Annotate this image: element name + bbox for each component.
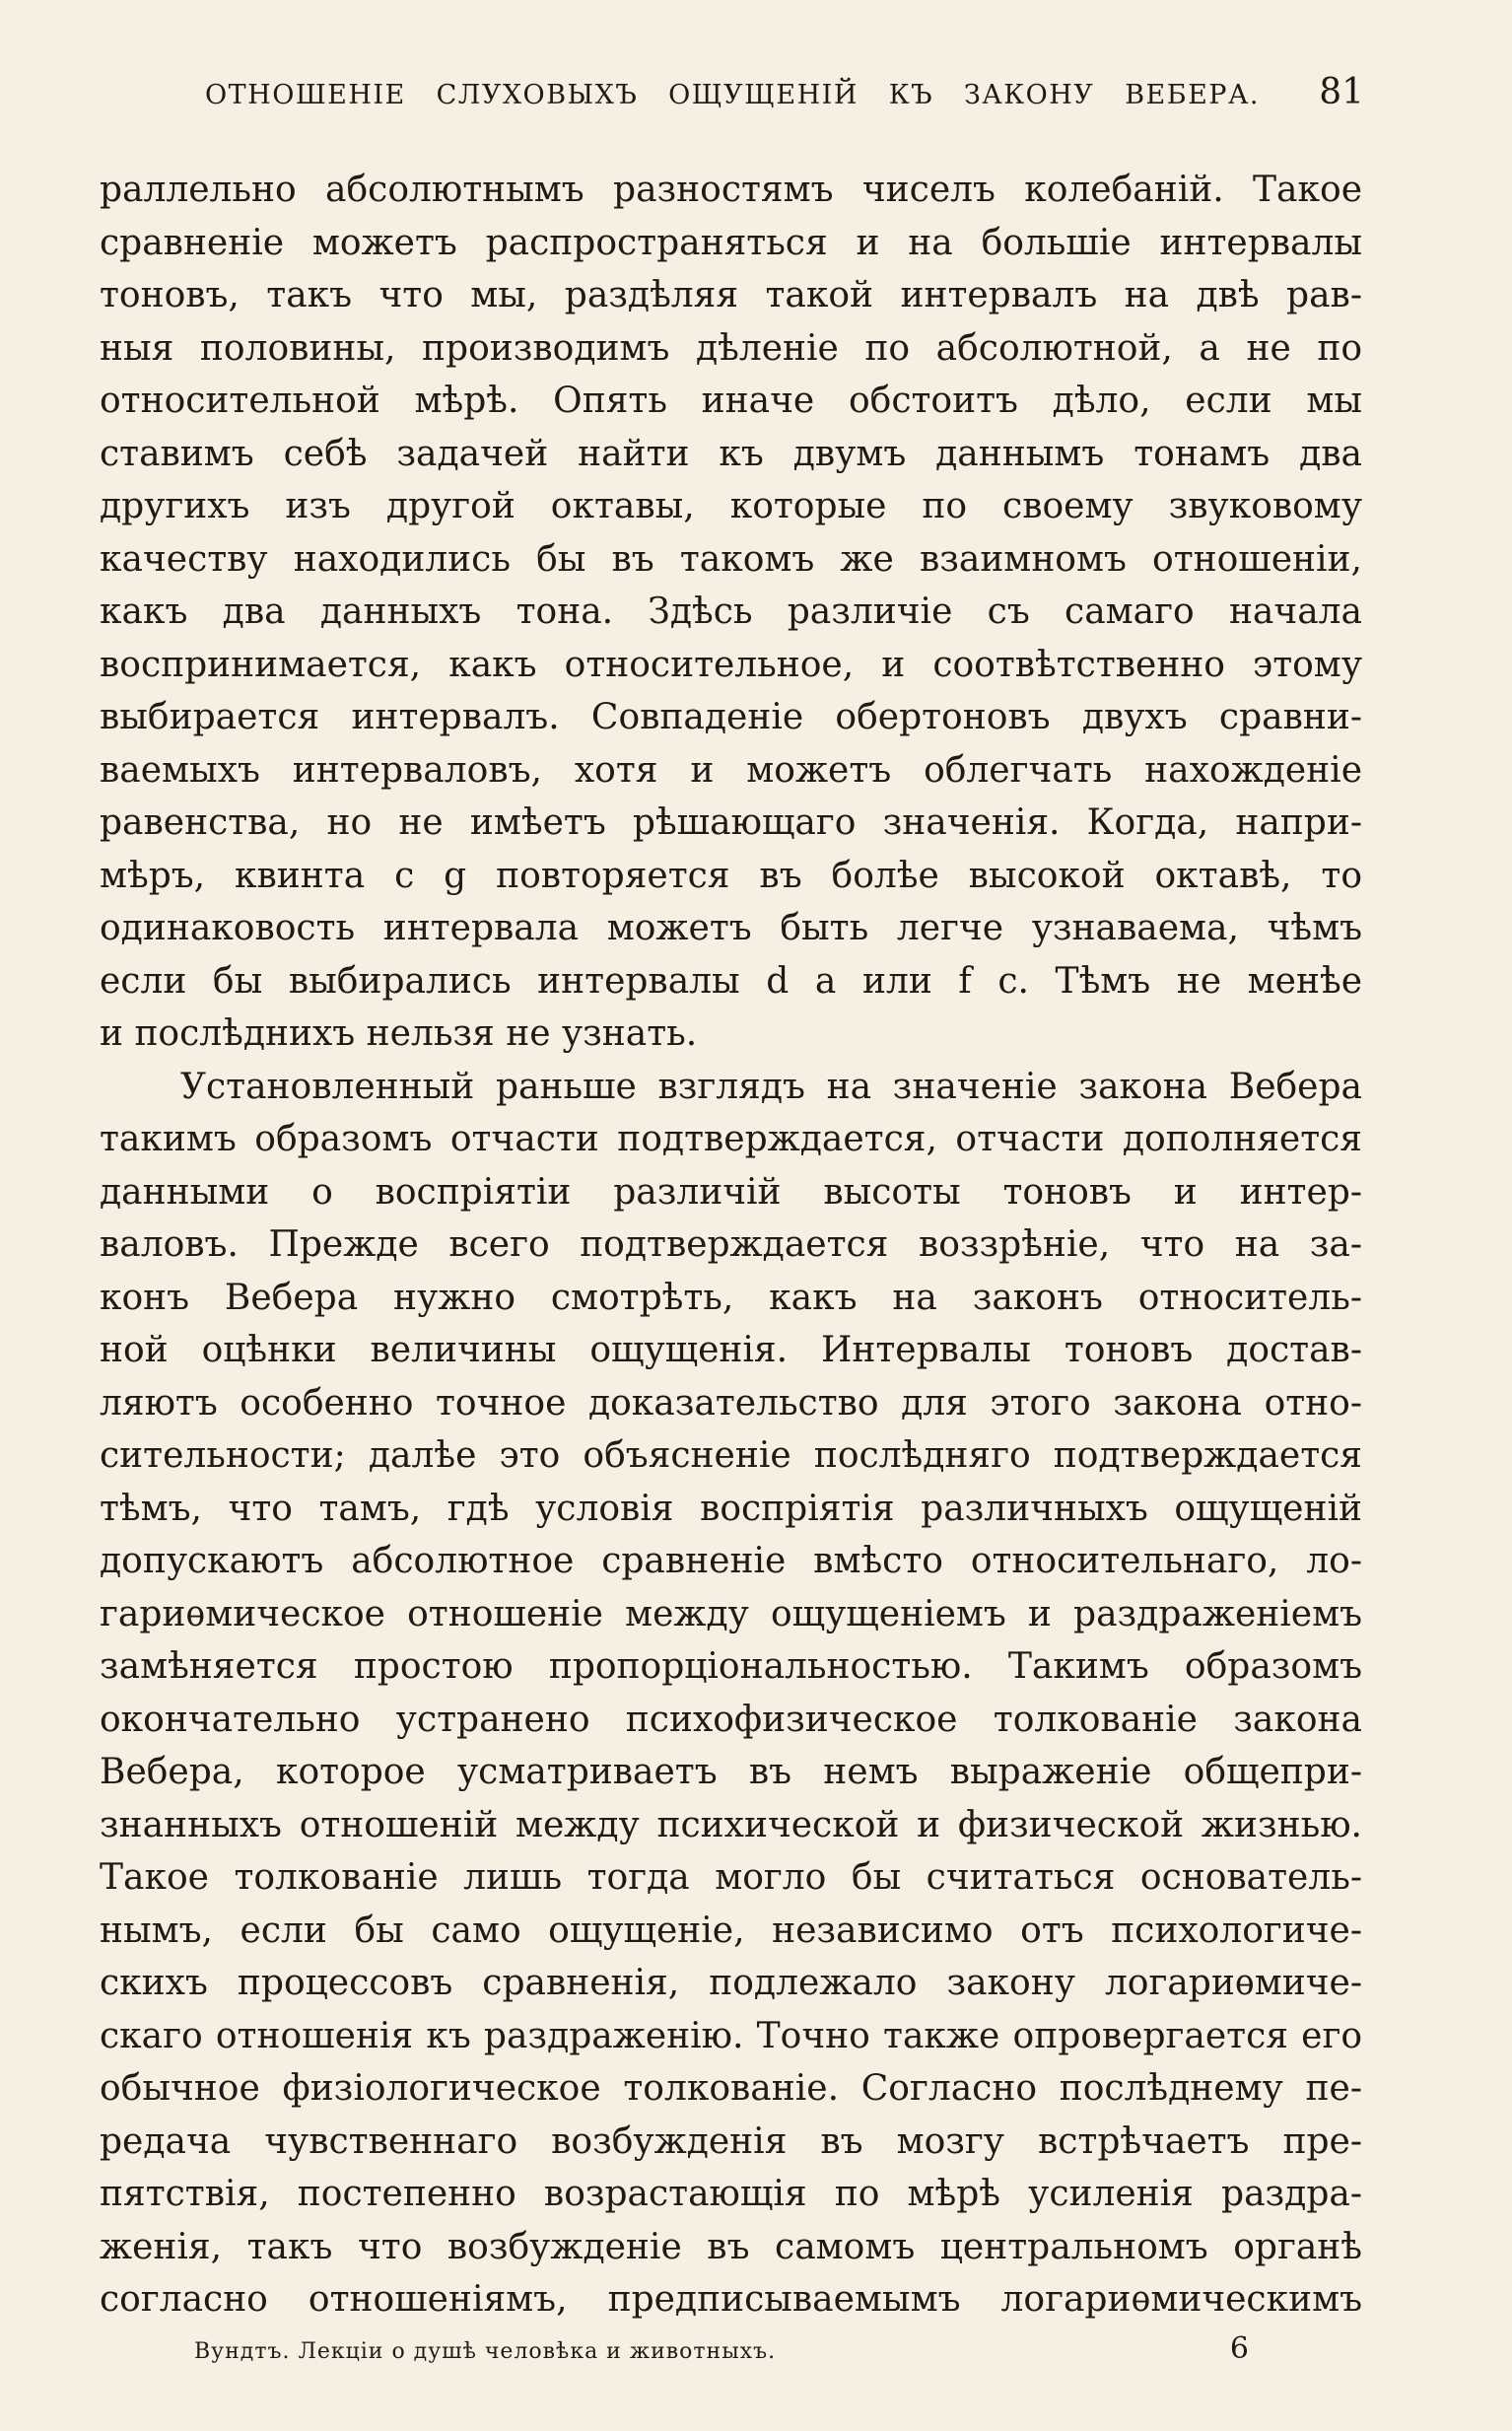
text-line: другихъ изъ другой октавы, которые по своему звуковому <box>100 486 1362 526</box>
text-line: конъ Вебера нужно смотрѣть, какъ на законъ относитель- <box>100 1277 1362 1318</box>
text-line: раллельно абсолютнымъ разностямъ чиселъ колебаній. Такое <box>100 170 1362 210</box>
text-line: одинаковость интервала можетъ быть легче узнаваема, чѣмъ <box>100 908 1362 948</box>
text-line: валовъ. Прежде всего подтверждается воззрѣніе, что на за- <box>100 1224 1362 1265</box>
text-line: ставимъ себѣ задачей найти къ двумъ даннымъ тонамъ два <box>100 433 1362 474</box>
text-line: обычное физіологическое толкованіе. Согласно послѣднему пе- <box>100 2068 1362 2109</box>
text-line: тѣмъ, что тамъ, гдѣ условія воспріятія различныхъ ощущеній <box>100 1488 1362 1529</box>
text-line: мѣръ, квинта c g повторяется въ болѣе высокой октавѣ, то <box>100 855 1362 896</box>
text-line: редача чувственнаго возбужденія въ мозгу встрѣчаетъ пре- <box>100 2120 1362 2162</box>
page-footer <box>194 2331 1249 2371</box>
text-line: Установленный раньше взглядъ на значеніе закона Вебера <box>180 1066 1362 1107</box>
paragraph-2 <box>100 1061 1362 2327</box>
text-line: какъ два данныхъ тона. Здѣсь различіе съ самаго начала <box>100 591 1362 632</box>
text-line: тоновъ, такъ что мы, раздѣляя такой интервалъ на двѣ рав- <box>100 275 1362 315</box>
text-line: воспринимается, какъ относительное, и соотвѣтственно этому <box>100 644 1362 685</box>
body-text <box>100 164 1362 2327</box>
text-line: и послѣднихъ нельзя не узнать. <box>100 1013 698 1054</box>
text-line: такимъ образомъ отчасти подтверждается, отчасти дополняется <box>100 1119 1362 1159</box>
page-number: 81 <box>1319 72 1364 112</box>
text-line: окончательно устранено психофизическое толкованіе закона <box>100 1699 1362 1740</box>
text-line: если бы выбирались интервалы d a или f c. Тѣмъ не менѣе <box>100 960 1362 1002</box>
text-line: замѣняется простою пропорціональностью. Такимъ образомъ <box>100 1646 1362 1687</box>
signature-mark: 6 <box>1229 2331 1249 2366</box>
text-line: знанныхъ отношеній между психической и физической жизнью. <box>100 1804 1362 1845</box>
text-line: пятствія, постепенно возрастающія по мѣрѣ усиленія раздра- <box>100 2174 1362 2214</box>
text-line: ной оцѣнки величины ощущенія. Интервалы тоновъ достав- <box>100 1330 1362 1370</box>
text-line: относительной мѣрѣ. Опять иначе обстоитъ дѣло, если мы <box>100 381 1362 421</box>
text-line: ныя половины, производимъ дѣленіе по абсолютной, а не по <box>100 327 1362 369</box>
text-line: нымъ, если бы само ощущеніе, независимо отъ психологиче- <box>100 1910 1362 1951</box>
text-line: ваемыхъ интерваловъ, хотя и можетъ облегчать нахожденіе <box>100 749 1362 791</box>
running-head <box>205 73 1364 120</box>
text-line: Вебера, которое усматриваетъ въ немъ выраженіе общепри- <box>100 1752 1362 1792</box>
text-line: скаго отношенія къ раздраженію. Точно также опровергается его <box>100 2015 1362 2056</box>
text-line: гариѳмическое отношеніе между ощущеніемъ и раздраженіемъ <box>100 1593 1362 1634</box>
paragraph-1 <box>100 164 1362 1061</box>
text-line: сравненіе можетъ распространяться и на большіе интервалы <box>100 222 1362 263</box>
text-line: равенства, но не имѣетъ рѣшающаго значенія. Когда, напри- <box>100 802 1362 843</box>
text-line: скихъ процессовъ сравненія, подлежало закону логариѳмиче- <box>100 1963 1362 2003</box>
text-line: данными о воспріятіи различій высоты тоновъ и интер- <box>100 1171 1362 1213</box>
text-line: женія, такъ что возбужденіе въ самомъ центральномъ органѣ <box>100 2226 1362 2267</box>
text-line: качеству находились бы въ такомъ же взаимномъ отношеніи, <box>100 538 1362 580</box>
text-line: выбирается интервалъ. Совпаденіе обертоновъ двухъ сравни- <box>100 697 1362 737</box>
text-line: ляютъ особенно точное доказательство для этого закона отно- <box>100 1382 1362 1424</box>
footer-citation: Вундтъ. Лекціи о душѣ человѣка и животныхъ. <box>194 2339 777 2364</box>
text-line: допускаютъ абсолютное сравненіе вмѣсто относительнаго, ло- <box>100 1541 1362 1581</box>
running-title: ОТНОШЕНІЕ СЛУХОВЫХЪ ОЩУЩЕНІЙ КЪ ЗАКОНУ ВЕБЕРА. <box>205 80 1260 110</box>
text-line: Такое толкованіе лишь тогда могло бы считаться основатель- <box>100 1857 1362 1898</box>
text-line: согласно отношеніямъ, предписываемымъ логариѳмическимъ <box>100 2279 1362 2320</box>
text-line: сительности; далѣе это объясненіе послѣдняго подтверждается <box>100 1435 1362 1476</box>
